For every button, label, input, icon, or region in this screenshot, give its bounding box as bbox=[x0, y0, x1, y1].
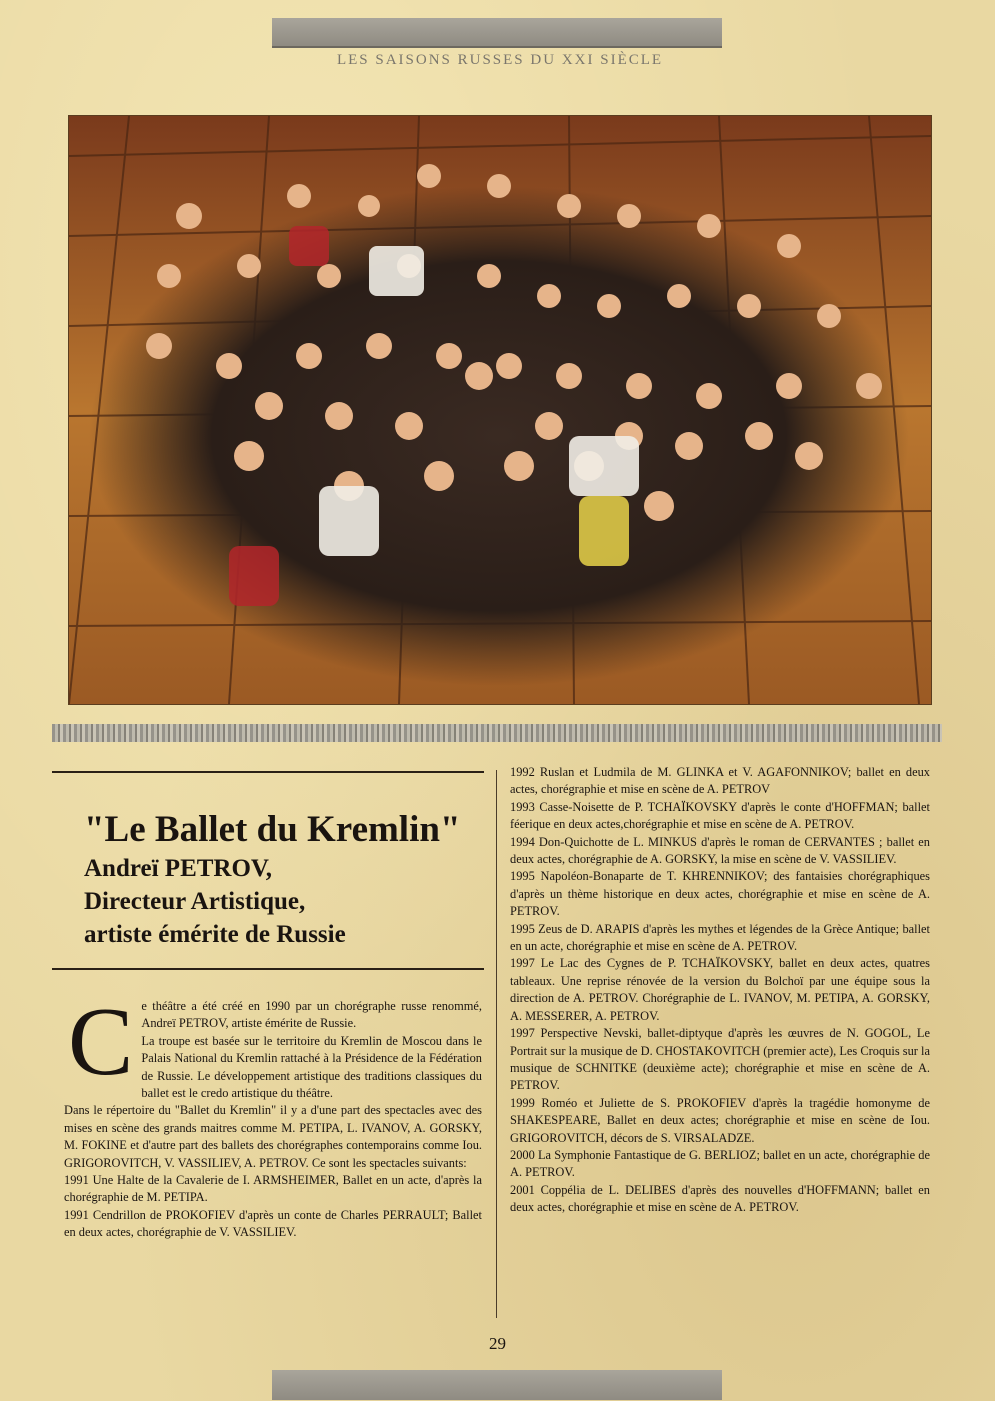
repertoire-entry: 1991 Cendrillon de PROKOFIEV d'après un conte de Charles PERRAULT; Ballet en deux actes, chorégraphie de V. VASSILIEV. bbox=[64, 1207, 482, 1240]
repertoire-entry: 1997 Le Lac des Cygnes de P. TCHAÏKOVSKY, ballet en deux actes, quatres tableaux. Une reprise rénovée de la version du Bolchoï par une équipe sous la direction de A. PETROV. Chorégraphie de L. IVANOV, M. PETIPA, A. GORSKY, A. MESSERER, A. PETROV. bbox=[510, 956, 930, 1023]
article-subtitle-line-1: Andreï PETROV, bbox=[84, 855, 273, 882]
top-decorative-band bbox=[272, 18, 722, 48]
repertoire-entry: 1992 Ruslan et Ludmila de M. GLINKA et V. AGAFONNIKOV; ballet en deux actes, chorégraphie et mise en scène de A. PETROV bbox=[510, 765, 930, 797]
column-divider bbox=[496, 770, 497, 1318]
drop-cap: C bbox=[68, 988, 134, 1096]
repertoire-entry: 1995 Napoléon-Bonaparte de T. KHRENNIKOV; des fantaisies chorégraphiques d'après un thème historique en deux actes, chorégraphie et mise en scène de A. PETROV. bbox=[510, 869, 930, 919]
repertoire-intro: Dans le répertoire du "Ballet du Kremlin" il y a d'une part des spectacles avec des mises en scène des grands maitres comme M. PETIPA, L. IVANOV, A. GORSKY, M. FOKINE et d'autre part des ballets des chorégraphes contemporains comme Iou. GRIGOROVITCH, V. VASSILIEV, A. PETROV. Ce sont les spectacles suivants: bbox=[64, 1103, 482, 1170]
intro-paragraph-2: La troupe est basée sur le territoire du Kremlin de Moscou dans le Palais National du Kremlin rattaché à la Présidence de la Fédération de Russie. Le développement artistique des traditions classiques du ballet est le credo artistique du théâtre. bbox=[141, 1033, 482, 1101]
article-subtitle-line-3: artiste émérite de Russie bbox=[84, 921, 346, 948]
top-rule bbox=[52, 771, 484, 773]
repertoire-entry: 1994 Don-Quichotte de L. MINKUS d'après le roman de CERVANTES ; ballet en deux actes, chorégraphie de A. GORSKY, la mise en scène de V. VASSILIEV. bbox=[510, 834, 930, 867]
bottom-decorative-band bbox=[272, 1370, 722, 1400]
repertoire-entry: 1991 Une Halte de la Cavalerie de I. ARMSHEIMER, Ballet en un acte, d'après la chorégraphie de M. PETIPA. bbox=[64, 1173, 482, 1205]
page-number: 29 bbox=[489, 1334, 506, 1353]
left-column bbox=[64, 988, 482, 1242]
running-header: LES SAISONS RUSSES DU XXI SIÈCLE bbox=[336, 52, 664, 68]
repertoire-entry: 2000 La Symphonie Fantastique de G. BERLIOZ; ballet en un acte, chorégraphie de A. PETROV. bbox=[510, 1147, 930, 1180]
troupe-group-photo bbox=[68, 115, 932, 705]
repertoire-entry: 1993 Casse-Noisette de P. TCHAÏKOVSKY d'après le conte d'HOFFMAN; ballet féerique en deux actes,chorégraphie et mise en scène de A. PETROV. bbox=[510, 799, 930, 832]
intro-paragraph: e théâtre a été créé en 1990 par un chorégraphe russe renommé, Andreï PETROV, artiste émérite de Russie. bbox=[141, 999, 482, 1031]
right-column bbox=[510, 764, 930, 1217]
article-title: "Le Ballet du Kremlin" bbox=[84, 809, 461, 850]
article-subtitle-line-2: Directeur Artistique, bbox=[84, 888, 306, 915]
repertoire-entry: 2001 Coppélia de L. DELIBES d'après des nouvelles d'HOFFMANN; ballet en deux actes, chorégraphie et mise en scène de A. PETROV. bbox=[510, 1182, 930, 1215]
decorative-stripe bbox=[52, 724, 942, 742]
repertoire-entry: 1997 Perspective Nevski, ballet-diptyque d'après les œuvres de N. GOGOL, Le Portrait sur la musique de D. CHOSTAKOVITCH (premier acte), Les Croquis sur la musique de SCHNITKE (deuxième acte); chorégraphie et mise en scène de A. PETROV. bbox=[510, 1026, 930, 1093]
repertoire-entry: 1995 Zeus de D. ARAPIS d'après les mythes et légendes de la Grèce Antique; ballet en un acte, chorégraphie et mise en scène de A. PETROV. bbox=[510, 921, 930, 954]
repertoire-entry: 1999 Roméo et Juliette de S. PROKOFIEV d'après la tragédie homonyme de SHAKESPEARE, Ballet en deux actes; chorégraphie et mise en scène de Iou. GRIGOROVITCH, décors de S. VIRSALADZE. bbox=[510, 1095, 930, 1145]
title-bottom-rule bbox=[52, 968, 484, 970]
group-photo-icon bbox=[69, 116, 931, 704]
article-title-block bbox=[84, 808, 504, 951]
